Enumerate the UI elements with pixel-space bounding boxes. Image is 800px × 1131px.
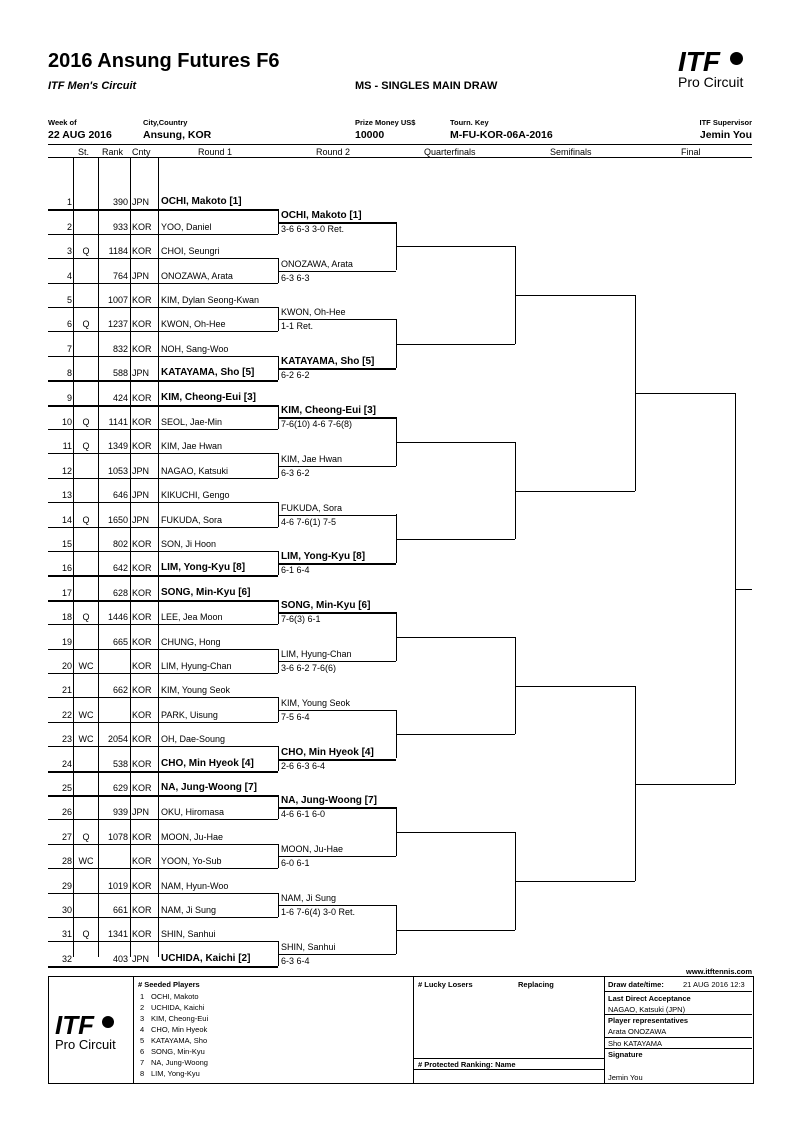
player-country: KOR [132, 319, 152, 329]
itf-logo-footer [55, 1010, 116, 1052]
draw-row-line [48, 917, 278, 918]
quarterfinal-line [396, 539, 515, 540]
draw-position: 26 [61, 807, 72, 817]
player-country: KOR [132, 759, 152, 769]
prize-label: Prize Money US$ [355, 118, 416, 127]
logo-text: ITF [678, 46, 720, 77]
player-name: YOON, Yo-Sub [161, 856, 222, 866]
protected-divider [413, 1069, 604, 1070]
rep-1: Arata ONOZAWA [608, 1027, 667, 1036]
round2-score: 1-1 Ret. [281, 321, 314, 331]
player-name: NAM, Hyun-Woo [161, 881, 229, 891]
draw-date-label: Draw date/time: [608, 980, 664, 989]
draw-position: 20 [61, 661, 72, 671]
replacing-header: Replacing [518, 980, 554, 989]
round2-winner: ONOZAWA, Arata [281, 259, 353, 269]
player-name: NAGAO, Katsuki [161, 466, 229, 476]
player-rank: 642 [112, 563, 128, 573]
draw-position: 19 [61, 637, 72, 647]
circuit-name: ITF Men's Circuit [48, 80, 137, 92]
logo-text: ITF [55, 1010, 94, 1040]
round2-winner: NA, Jung-Woong [7] [281, 795, 377, 806]
draw-position: 32 [61, 954, 72, 964]
city-value: Ansung, KOR [143, 129, 212, 141]
player-country: KOR [132, 417, 152, 427]
player-name: UCHIDA, Kaichi [2] [161, 953, 251, 964]
draw-row-line [48, 844, 278, 845]
tournament-title: 2016 Ansung Futures F6 [48, 50, 280, 72]
player-country: KOR [132, 881, 152, 891]
player-status: Q [82, 612, 90, 622]
seed-name: LIM, Yong-Kyu [151, 1069, 200, 1078]
round2-score: 6-0 6-1 [281, 858, 310, 868]
draw-position: 31 [61, 929, 72, 939]
round2-winner: LIM, Hyung-Chan [281, 649, 352, 659]
player-rank: 1237 [107, 319, 128, 329]
draw-position: 16 [61, 563, 72, 573]
draw-row-line [48, 234, 278, 235]
draw-row-line [48, 209, 278, 211]
round2-winner: CHO, Min Hyeok [4] [281, 747, 374, 758]
player-rank: 628 [112, 588, 128, 598]
quarterfinal-line [396, 442, 515, 443]
player-name: KIM, Jae Hwan [161, 441, 223, 451]
player-rank: 802 [112, 539, 128, 549]
draw-name: MS - SINGLES MAIN DRAW [355, 80, 498, 92]
draw-row-line [48, 697, 278, 698]
round2-line [278, 954, 396, 955]
player-rank: 1053 [107, 466, 128, 476]
supervisor-value: Jemin You [699, 129, 752, 141]
player-rank: 1341 [107, 929, 128, 939]
col-semifinals: Semifinals [550, 147, 592, 157]
player-country: KOR [132, 612, 152, 622]
round2-score: 7-5 6-4 [281, 712, 310, 722]
round2-line [278, 856, 396, 857]
draw-row-line [48, 429, 278, 430]
player-status: WC [78, 734, 94, 744]
player-name: KIKUCHI, Gengo [161, 490, 230, 500]
draw-position: 23 [61, 734, 72, 744]
draw-row-line [48, 868, 278, 869]
draw-position: 13 [61, 490, 72, 500]
player-country: KOR [132, 393, 152, 403]
key-value: M-FU-KOR-06A-2016 [450, 129, 553, 141]
round2-winner: SHIN, Sanhui [281, 942, 336, 952]
col-final: Final [681, 147, 701, 157]
draw-position: 17 [61, 588, 72, 598]
draw-row-line [48, 258, 278, 259]
col-st: St. [78, 147, 90, 157]
seed-number: 8 [140, 1069, 145, 1078]
round2-score: 4-6 7-6(1) 7-5 [281, 517, 337, 527]
round2-winner: KIM, Jae Hwan [281, 454, 343, 464]
player-name: OKU, Hiromasa [161, 807, 225, 817]
draw-position: 27 [61, 832, 72, 842]
seeded-header: # Seeded Players [138, 980, 200, 989]
player-name: KIM, Young Seok [161, 685, 231, 695]
round2-line [278, 661, 396, 662]
footer-sep [413, 976, 414, 1083]
tennis-ball-icon [102, 1016, 114, 1028]
round2-winner: KWON, Oh-Hee [281, 307, 346, 317]
player-name: KATAYAMA, Sho [5] [161, 367, 255, 378]
player-status: Q [82, 417, 90, 427]
itf-logo [678, 46, 743, 90]
quarterfinal-line [396, 930, 515, 931]
seed-number: 3 [140, 1014, 145, 1023]
player-rank: 1141 [108, 417, 128, 427]
quarterfinal-line [396, 344, 515, 345]
col-rank: Rank [102, 147, 124, 157]
draw-row-line [48, 502, 278, 503]
round2-winner: KIM, Cheong-Eui [3] [281, 405, 376, 416]
player-status: Q [82, 832, 90, 842]
draw-row-line [48, 478, 278, 479]
footer-divider [604, 1014, 752, 1015]
player-rank: 2054 [107, 734, 128, 744]
player-name: OCHI, Makoto [1] [161, 196, 242, 207]
final-line [635, 784, 735, 785]
player-name: MOON, Ju-Hae [161, 832, 224, 842]
quarterfinal-line [396, 246, 515, 247]
draw-row-line [48, 771, 278, 773]
player-country: KOR [132, 246, 152, 256]
player-country: KOR [132, 856, 152, 866]
seed-number: 1 [140, 992, 145, 1001]
footer-sep [604, 976, 605, 1083]
draw-position: 9 [66, 393, 72, 403]
prize-value: 10000 [355, 129, 385, 141]
draw-position: 3 [66, 246, 72, 256]
player-rank: 1184 [108, 246, 128, 256]
final-line [635, 393, 735, 394]
round2-winner: SONG, Min-Kyu [6] [281, 600, 371, 611]
draw-position: 6 [66, 319, 72, 329]
header-divider [48, 144, 752, 145]
player-status: Q [82, 246, 90, 256]
player-country: KOR [132, 539, 152, 549]
key-label: Tourn. Key [450, 118, 489, 127]
round2-line [278, 710, 396, 711]
rep-label: Player representatives [608, 1016, 689, 1025]
draw-row-line [48, 307, 278, 308]
draw-row-line [48, 405, 278, 407]
draw-date-value: 21 AUG 2016 12:3 [683, 980, 745, 989]
player-name: CHUNG, Hong [161, 637, 221, 647]
player-country: KOR [132, 929, 152, 939]
player-rank: 665 [112, 637, 128, 647]
player-rank: 646 [112, 490, 128, 500]
player-name: YOO, Daniel [161, 222, 212, 232]
footer-divider [604, 991, 752, 992]
player-name: PARK, Uisung [161, 710, 218, 720]
city-label: City,Country [143, 118, 188, 127]
player-country: JPN [132, 197, 150, 207]
player-rank: 1078 [107, 832, 128, 842]
draw-row-line [48, 941, 278, 942]
draw-position: 30 [61, 905, 72, 915]
footer-sep [133, 976, 134, 1083]
player-status: Q [82, 319, 90, 329]
player-rank: 1019 [107, 881, 128, 891]
logo-sub: Pro Circuit [55, 1037, 116, 1052]
draw-row-line [48, 283, 278, 284]
player-name: FUKUDA, Sora [161, 515, 223, 525]
player-rank: 662 [112, 685, 128, 695]
player-rank: 933 [112, 222, 128, 232]
round2-score: 3-6 6-3 3-0 Ret. [281, 224, 345, 234]
round2-score: 6-2 6-2 [281, 370, 310, 380]
player-country: KOR [132, 661, 152, 671]
player-rank: 832 [112, 344, 128, 354]
draw-row-line [48, 527, 278, 528]
quarterfinal-line [396, 734, 515, 735]
round2-winner: MOON, Ju-Hae [281, 844, 344, 854]
player-name: KIM, Cheong-Eui [3] [161, 392, 256, 403]
player-country: KOR [132, 905, 152, 915]
player-status: Q [82, 929, 90, 939]
round2-winner: KIM, Young Seok [281, 698, 351, 708]
player-status: WC [78, 856, 94, 866]
player-country: JPN [132, 271, 150, 281]
supervisor-label: ITF Supervisor [699, 118, 752, 127]
player-country: KOR [132, 637, 152, 647]
seed-number: 2 [140, 1003, 145, 1012]
player-country: JPN [132, 466, 150, 476]
draw-row-line [48, 356, 278, 357]
player-name: ONOZAWA, Arata [161, 271, 233, 281]
quarterfinal-line [396, 637, 515, 638]
player-name: SHIN, Sanhui [161, 929, 216, 939]
player-rank: 588 [112, 368, 128, 378]
player-name: SEOL, Jae-Min [161, 417, 223, 427]
protected-header: # Protected Ranking: Name [418, 1060, 516, 1069]
seed-name: KATAYAMA, Sho [151, 1036, 208, 1045]
round2-score: 7-6(3) 6-1 [281, 614, 321, 624]
draw-row-line [48, 453, 278, 454]
player-country: JPN [132, 954, 150, 964]
website: www.itftennis.com [686, 967, 752, 976]
draw-position: 24 [61, 759, 72, 769]
round2-line [278, 319, 396, 320]
seed-number: 5 [140, 1036, 145, 1045]
player-rank: 1446 [107, 612, 128, 622]
player-rank: 538 [112, 759, 128, 769]
round2-winner: FUKUDA, Sora [281, 503, 343, 513]
player-country: JPN [132, 490, 150, 500]
player-name: NOH, Sang-Woo [161, 344, 229, 354]
draw-row-line [48, 893, 278, 894]
draw-position: 22 [61, 710, 72, 720]
semifinal-line [515, 295, 635, 296]
round2-winner: LIM, Yong-Kyu [8] [281, 551, 366, 562]
draw-position: 7 [66, 344, 72, 354]
draw-row-line [48, 551, 278, 552]
col-quarterfinals: Quarterfinals [424, 147, 476, 157]
col-round1: Round 1 [198, 147, 233, 157]
round2-winner: KATAYAMA, Sho [5] [281, 356, 375, 367]
player-name: LEE, Jea Moon [161, 612, 223, 622]
semifinal-line [515, 491, 635, 492]
player-country: JPN [132, 807, 150, 817]
draw-row-line [48, 600, 278, 602]
week-label: Week of [48, 118, 77, 127]
player-name: LIM, Yong-Kyu [8] [161, 562, 246, 573]
logo-sub: Pro Circuit [678, 74, 744, 90]
player-rank: 1007 [107, 295, 128, 305]
player-rank: 390 [112, 197, 128, 207]
draw-position: 5 [66, 295, 72, 305]
draw-row-line [48, 380, 278, 382]
round2-winner: OCHI, Makoto [1] [281, 210, 362, 221]
player-rank: 424 [112, 393, 128, 403]
player-status: Q [82, 441, 90, 451]
draw-position: 18 [61, 612, 72, 622]
player-country: KOR [132, 588, 152, 598]
player-country: KOR [132, 832, 152, 842]
player-rank: 403 [112, 954, 128, 964]
draw-position: 11 [62, 441, 72, 451]
round2-score: 1-6 7-6(4) 3-0 Ret. [281, 907, 356, 917]
draw-position: 12 [61, 466, 72, 476]
round2-score: 6-3 6-2 [281, 468, 310, 478]
tennis-ball-icon [730, 52, 743, 65]
draw-row-line [48, 746, 278, 747]
colhead-divider [48, 157, 752, 158]
player-rank: 1349 [107, 441, 128, 451]
draw-row-line [48, 331, 278, 332]
col-cnty: Cnty [132, 147, 151, 157]
draw-position: 28 [61, 856, 72, 866]
draw-row-line [48, 649, 278, 650]
col-sep [158, 157, 159, 957]
draw-row-line [48, 966, 278, 968]
draw-position: 4 [66, 271, 72, 281]
draw-row-line [48, 819, 278, 820]
player-name: KIM, Dylan Seong-Kwan [161, 295, 260, 305]
round2-line [278, 271, 396, 272]
draw-position: 1 [66, 197, 72, 207]
draw-row-line [48, 795, 278, 797]
player-rank: 661 [112, 905, 128, 915]
draw-row-line [48, 673, 278, 674]
draw-row-line [48, 624, 278, 625]
player-country: KOR [132, 222, 152, 232]
round2-line [278, 905, 396, 906]
seed-name: CHO, Min Hyeok [151, 1025, 208, 1034]
lda-label: Last Direct Acceptance [608, 994, 691, 1003]
draw-position: 14 [61, 515, 72, 525]
draw-row-line [48, 575, 278, 577]
player-rank: 764 [112, 271, 128, 281]
player-country: JPN [132, 368, 150, 378]
seed-number: 6 [140, 1047, 145, 1056]
seed-name: KIM, Cheong-Eui [151, 1014, 209, 1023]
quarterfinal-line [396, 832, 515, 833]
player-name: CHO, Min Hyeok [4] [161, 758, 254, 769]
player-country: KOR [132, 734, 152, 744]
player-name: SONG, Min-Kyu [6] [161, 587, 251, 598]
player-country: KOR [132, 344, 152, 354]
player-country: KOR [132, 295, 152, 305]
semifinal-line [515, 881, 635, 882]
player-status: WC [78, 710, 94, 720]
player-country: KOR [132, 685, 152, 695]
player-country: KOR [132, 441, 152, 451]
draw-position: 29 [61, 881, 72, 891]
round2-line [278, 466, 396, 467]
draw-position: 21 [61, 685, 72, 695]
player-name: NA, Jung-Woong [7] [161, 782, 257, 793]
footer-divider [604, 1037, 752, 1038]
player-status: WC [78, 661, 94, 671]
lucky-losers-header: # Lucky Losers [418, 980, 473, 989]
player-name: KWON, Oh-Hee [161, 319, 226, 329]
round2-line [278, 515, 396, 516]
player-name: LIM, Hyung-Chan [161, 661, 232, 671]
draw-position: 8 [66, 368, 72, 378]
col-round2: Round 2 [316, 147, 351, 157]
seed-number: 4 [140, 1025, 145, 1034]
round2-score: 3-6 6-2 7-6(6) [281, 663, 337, 673]
footer-divider [604, 1048, 752, 1049]
col-sep [130, 157, 131, 957]
week-value: 22 AUG 2016 [48, 129, 112, 141]
seed-number: 7 [140, 1058, 145, 1067]
seed-name: UCHIDA, Kaichi [151, 1003, 205, 1012]
draw-position: 10 [61, 417, 72, 427]
player-name: CHOI, Seungri [161, 246, 220, 256]
rep-2: Sho KATAYAMA [608, 1039, 663, 1048]
seed-name: OCHI, Makoto [151, 992, 199, 1001]
round2-winner: NAM, Ji Sung [281, 893, 337, 903]
lda-value: NAGAO, Katsuki (JPN) [608, 1005, 686, 1014]
player-name: SON, Ji Hoon [161, 539, 217, 549]
round2-score: 6-1 6-4 [281, 565, 310, 575]
protected-divider [413, 1058, 604, 1059]
player-name: OH, Dae-Soung [161, 734, 226, 744]
seed-name: NA, Jung-Woong [151, 1058, 208, 1067]
draw-position: 25 [61, 783, 72, 793]
player-country: KOR [132, 710, 152, 720]
draw-position: 2 [66, 222, 72, 232]
round2-score: 2-6 6-3 6-4 [281, 761, 326, 771]
signature-label: Signature [608, 1050, 643, 1059]
draw-row-line [48, 722, 278, 723]
round2-score: 6-3 6-3 [281, 273, 310, 283]
round2-score: 4-6 6-1 6-0 [281, 809, 326, 819]
player-country: JPN [132, 515, 150, 525]
player-country: KOR [132, 563, 152, 573]
player-rank: 629 [112, 783, 128, 793]
player-country: KOR [132, 783, 152, 793]
player-status: Q [82, 515, 90, 525]
semifinal-line [515, 686, 635, 687]
col-sep [73, 157, 74, 957]
champion-line [735, 589, 752, 590]
player-rank: 1650 [107, 515, 128, 525]
seed-name: SONG, Min-Kyu [151, 1047, 205, 1056]
player-name: NAM, Ji Sung [161, 905, 217, 915]
round2-score: 6-3 6-4 [281, 956, 310, 966]
draw-position: 15 [61, 539, 72, 549]
signature-value: Jemin You [608, 1073, 643, 1082]
round2-score: 7-6(10) 4-6 7-6(8) [281, 419, 353, 429]
player-rank: 939 [112, 807, 128, 817]
